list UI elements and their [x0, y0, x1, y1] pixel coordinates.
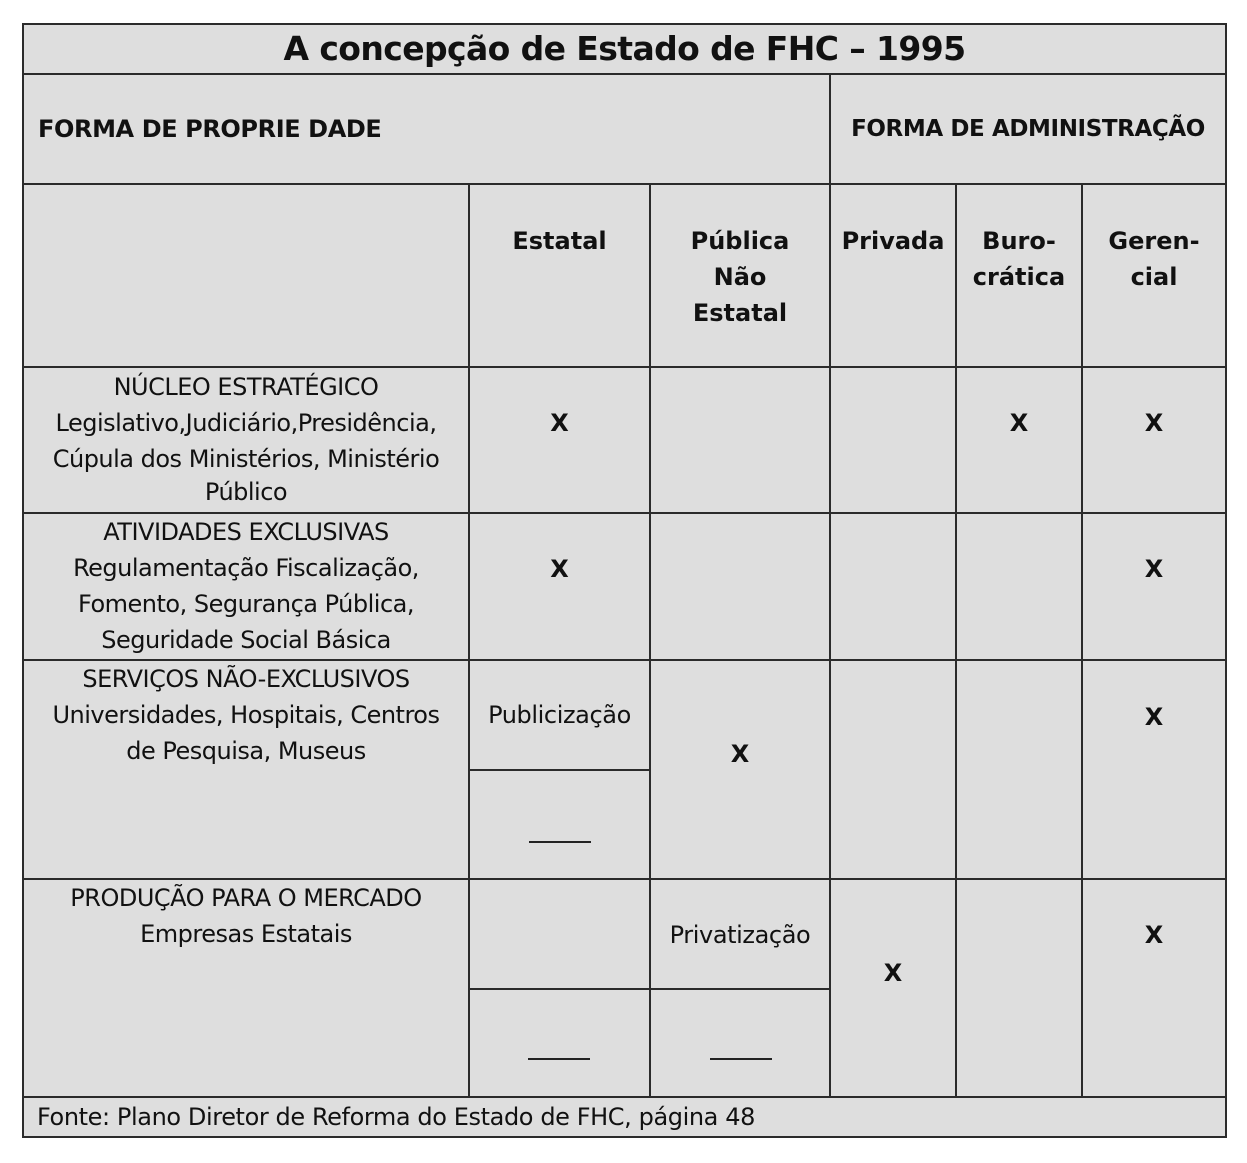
- subheader-gerencial: [1083, 185, 1225, 366]
- row-label-servicos-line2: Universidades, Hospitais, Centros: [52, 701, 440, 729]
- row-label-producao-line2: Empresas Estatais: [140, 920, 352, 948]
- grid-line-h-servicos-split: [469, 769, 650, 771]
- table-title: A concepção de Estado de FHC – 1995: [22, 23, 1227, 75]
- producao-gerencial-mark: X: [1144, 921, 1164, 949]
- row-label-nucleo-line2: Legislativo,Judiciário,Presidência,: [55, 409, 437, 437]
- nucleo-estatal-mark: X: [550, 409, 569, 437]
- nucleo-gerencial-mark: X: [1144, 409, 1164, 437]
- servicos-publica-mark: X: [730, 739, 750, 768]
- row-label-producao-title: PRODUÇÃO PARA O MERCADO: [70, 884, 422, 912]
- subheader-burocratica-line1: Buro-: [982, 227, 1056, 255]
- row-label-nucleo-line3: Cúpula dos Ministérios, Ministério: [52, 445, 440, 473]
- source-note: Fonte: Plano Diretor de Reforma do Estado de FHC, página 48: [37, 1103, 755, 1131]
- row-label-servicos-line3: de Pesquisa, Museus: [126, 737, 366, 765]
- atividades-gerencial-mark: X: [1144, 555, 1164, 583]
- row-label-servicos: [24, 661, 468, 878]
- row-label-servicos-title: SERVIÇOS NÃO-EXCLUSIVOS: [82, 665, 410, 693]
- row-label-nucleo-line4: Público: [204, 478, 288, 506]
- row-label-nucleo-title: NÚCLEO ESTRATÉGICO: [113, 373, 379, 401]
- row-label-atividades-line4: Seguridade Social Básica: [101, 626, 391, 654]
- subheader-publica-line2: Não: [713, 263, 767, 291]
- subheader-burocratica-line2: crática: [972, 263, 1066, 291]
- producao-privatizacao-label: Privatização: [669, 921, 811, 949]
- row-label-producao: [24, 880, 468, 1096]
- servicos-publicizacao-label: Publicização: [488, 701, 631, 729]
- subheader-burocratica: [957, 185, 1081, 366]
- subheader-publica-line3: Estatal: [692, 299, 788, 327]
- atividades-estatal-mark: X: [550, 555, 569, 583]
- subheader-estatal: Estatal: [512, 227, 607, 255]
- header-forma-propriedade: FORMA DE PROPRIE DADE: [38, 115, 382, 143]
- row-label-atividades-line2: Regulamentação Fiscalização,: [73, 554, 419, 582]
- subheader-publica-nao-estatal: [651, 185, 829, 366]
- producao-estatal-empty-dash: [528, 1058, 590, 1060]
- servicos-estatal-empty-dash: [529, 841, 591, 843]
- row-label-nucleo: [24, 369, 468, 512]
- servicos-gerencial-mark: X: [1144, 703, 1164, 731]
- header-forma-administracao: FORMA DE ADMINISTRAÇÃO: [851, 116, 1205, 142]
- row-label-atividades: [24, 514, 468, 659]
- row-label-atividades-title: ATIVIDADES EXCLUSIVAS: [103, 518, 389, 546]
- row-label-atividades-line3: Fomento, Segurança Pública,: [78, 590, 414, 618]
- subheader-gerencial-line2: cial: [1130, 263, 1178, 291]
- producao-privada-mark: X: [883, 959, 903, 987]
- subheader-gerencial-line1: Geren-: [1108, 227, 1200, 255]
- nucleo-burocratica-mark: X: [1009, 409, 1029, 437]
- subheader-privada: Privada: [841, 227, 945, 255]
- producao-publica-empty-dash: [710, 1058, 772, 1060]
- subheader-publica-line1: Pública: [690, 227, 790, 255]
